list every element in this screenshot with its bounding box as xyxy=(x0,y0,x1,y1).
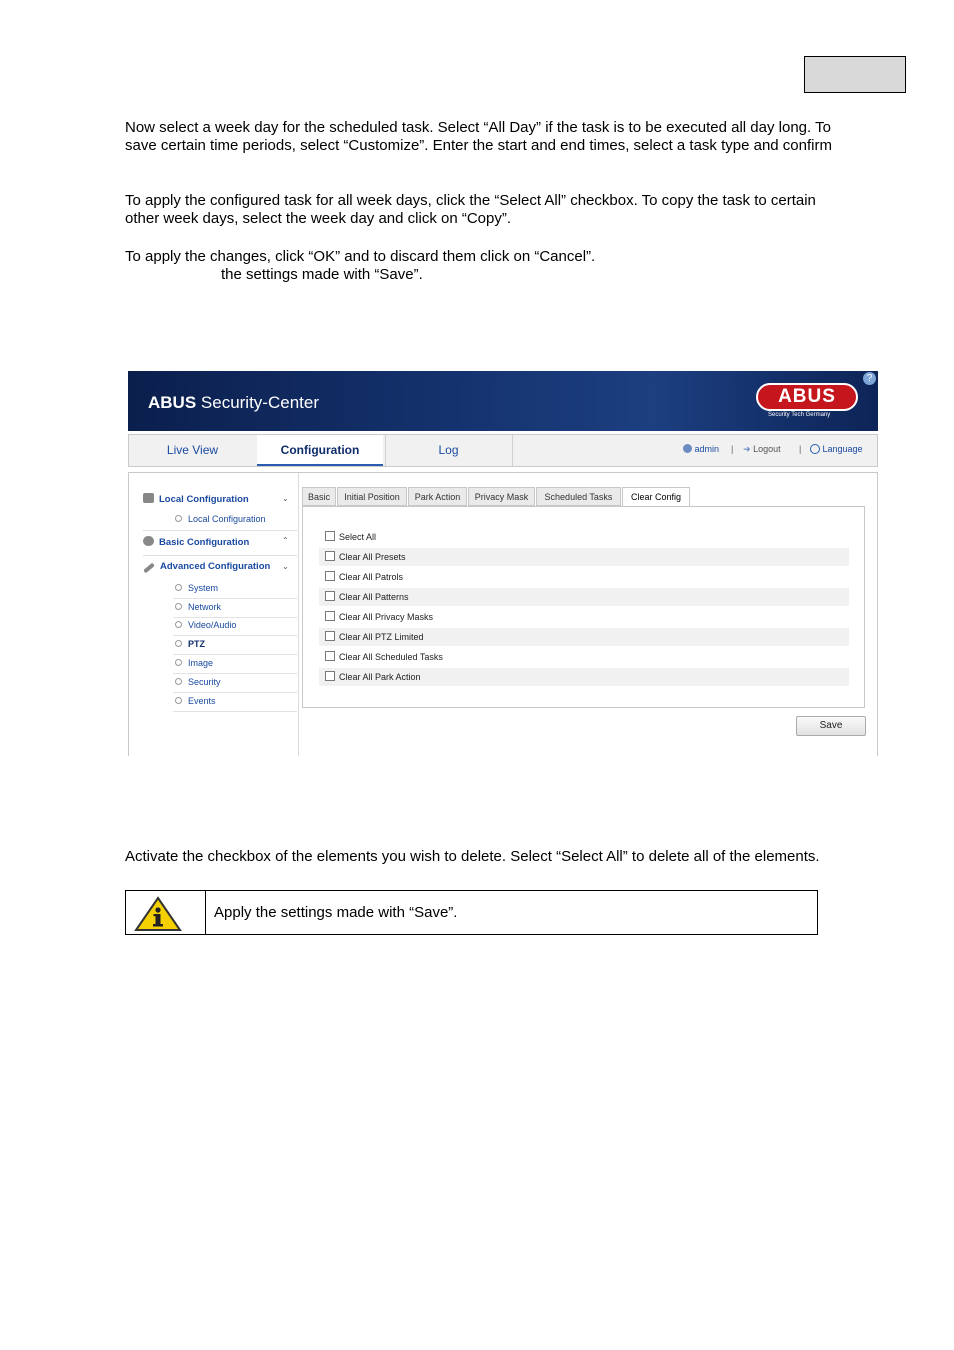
bullet-icon xyxy=(175,640,182,647)
save-button[interactable]: Save xyxy=(796,716,866,736)
logout-label: Logout xyxy=(753,444,781,454)
clear-config-panel xyxy=(302,506,865,708)
divider xyxy=(143,555,297,556)
chevron-down-icon[interactable]: ⌄ xyxy=(282,562,289,571)
sidebar-item-network[interactable]: Network xyxy=(173,599,297,618)
sidebar-item-ptz[interactable]: PTZ xyxy=(173,636,297,655)
tab-log[interactable]: Log xyxy=(438,443,459,457)
sidebar-local-config[interactable]: Local Configuration xyxy=(143,493,249,505)
sidebar xyxy=(129,473,299,756)
app-title: ABUS Security-Center xyxy=(148,393,319,412)
option-label: Clear All Presets xyxy=(339,552,406,562)
checkbox[interactable] xyxy=(325,551,335,561)
option-label: Clear All Park Action xyxy=(339,672,421,682)
user-icon xyxy=(683,444,692,453)
tab-park-action[interactable]: Park Action xyxy=(408,487,467,506)
option-row[interactable] xyxy=(319,588,849,606)
option-row[interactable] xyxy=(319,528,849,546)
tab-clear-config[interactable]: Clear Config xyxy=(622,487,690,507)
option-label: Clear All Patterns xyxy=(339,592,409,602)
nav-separator: | xyxy=(731,444,734,454)
user-info[interactable] xyxy=(683,444,719,454)
sidebar-basic-config[interactable]: Basic Configuration xyxy=(143,536,249,548)
paragraph-save: the settings made with “Save”. xyxy=(221,266,423,283)
globe-icon xyxy=(810,444,820,454)
ui-screenshot xyxy=(128,371,878,756)
option-row[interactable] xyxy=(319,608,849,626)
monitor-icon xyxy=(143,493,154,503)
sidebar-item-image[interactable]: Image xyxy=(173,655,297,674)
sidebar-item-video-audio[interactable]: Video/Audio xyxy=(173,617,297,636)
tab-scheduled-tasks[interactable]: Scheduled Tasks xyxy=(536,487,621,506)
option-label: Select All xyxy=(339,532,377,542)
checkbox[interactable] xyxy=(325,591,335,601)
username: admin xyxy=(694,444,720,454)
language-label: Language xyxy=(822,444,863,454)
checkbox[interactable] xyxy=(325,611,335,621)
gear-icon xyxy=(143,536,154,546)
option-label: Clear All Patrols xyxy=(339,572,404,582)
note-text: Apply the settings made with “Save”. xyxy=(214,904,458,921)
info-warning-triangle-icon xyxy=(133,895,183,933)
help-icon[interactable]: ? xyxy=(863,372,876,385)
option-row[interactable] xyxy=(319,668,849,686)
logo-tagline: Security Tech Germany xyxy=(768,412,831,418)
option-label: Clear All PTZ Limited xyxy=(339,632,424,642)
checkbox[interactable] xyxy=(325,671,335,681)
nav-divider xyxy=(512,435,513,466)
option-row[interactable] xyxy=(319,568,849,586)
paragraph-activate: Activate the checkbox of the elements you wish to delete. Select “Select All” to delete all of the elements. xyxy=(125,848,820,865)
note-divider xyxy=(205,891,206,934)
bullet-icon xyxy=(175,584,182,591)
sidebar-item-local-configuration[interactable]: Local Configuration xyxy=(173,511,297,529)
option-label: Clear All Scheduled Tasks xyxy=(339,652,443,662)
tab-privacy-mask[interactable]: Privacy Mask xyxy=(468,487,535,506)
wrench-icon xyxy=(143,563,155,574)
content-area xyxy=(128,472,878,756)
option-label: Clear All Privacy Masks xyxy=(339,612,434,622)
bullet-icon xyxy=(175,678,182,685)
bullet-icon xyxy=(175,515,182,522)
bullet-icon xyxy=(175,603,182,610)
chevron-up-icon[interactable]: ⌃ xyxy=(282,536,289,545)
nav-separator: | xyxy=(799,444,802,454)
checkbox[interactable] xyxy=(325,531,335,541)
chevron-down-icon[interactable]: ⌄ xyxy=(282,494,289,503)
option-row[interactable] xyxy=(319,648,849,666)
option-row[interactable] xyxy=(319,628,849,646)
bullet-icon xyxy=(175,659,182,666)
paragraph-select-all: To apply the configured task for all week days, click the “Select All” checkbox. To copy the task to certain other week days, select the week day and click on “Copy”. xyxy=(125,192,816,227)
main-nav xyxy=(128,434,878,467)
sidebar-item-security[interactable]: Security xyxy=(173,674,297,693)
paragraph-ok-cancel: To apply the changes, click “OK” and to discard them click on “Cancel”. xyxy=(125,248,596,265)
sidebar-advanced-config[interactable]: Advanced Configuration xyxy=(143,561,270,572)
header-banner xyxy=(128,371,878,431)
checkbox[interactable] xyxy=(325,651,335,661)
divider xyxy=(143,530,297,531)
sidebar-item-events[interactable]: Events xyxy=(173,693,297,712)
note-box xyxy=(125,890,818,935)
logout-link[interactable] xyxy=(743,444,781,455)
tab-initial-position[interactable]: Initial Position xyxy=(337,487,407,506)
checkbox[interactable] xyxy=(325,631,335,641)
bullet-icon xyxy=(175,621,182,628)
page-number-box xyxy=(804,56,906,93)
sidebar-item-system[interactable]: System xyxy=(173,580,297,599)
logout-icon: ➜ xyxy=(743,444,751,454)
option-row[interactable] xyxy=(319,548,849,566)
tab-configuration[interactable]: Configuration xyxy=(257,435,383,466)
tab-basic[interactable]: Basic xyxy=(302,487,336,506)
abus-logo: ABUS xyxy=(756,383,858,411)
language-link[interactable] xyxy=(810,444,863,454)
paragraph-weekday: Now select a week day for the scheduled task. Select “All Day” if the task is to be executed all day long. To save certain time periods, select “Customize”. Enter the start and end times, select a task type and confirm xyxy=(125,119,832,154)
bullet-icon xyxy=(175,697,182,704)
checkbox[interactable] xyxy=(325,571,335,581)
tab-live-view[interactable]: Live View xyxy=(166,443,219,457)
